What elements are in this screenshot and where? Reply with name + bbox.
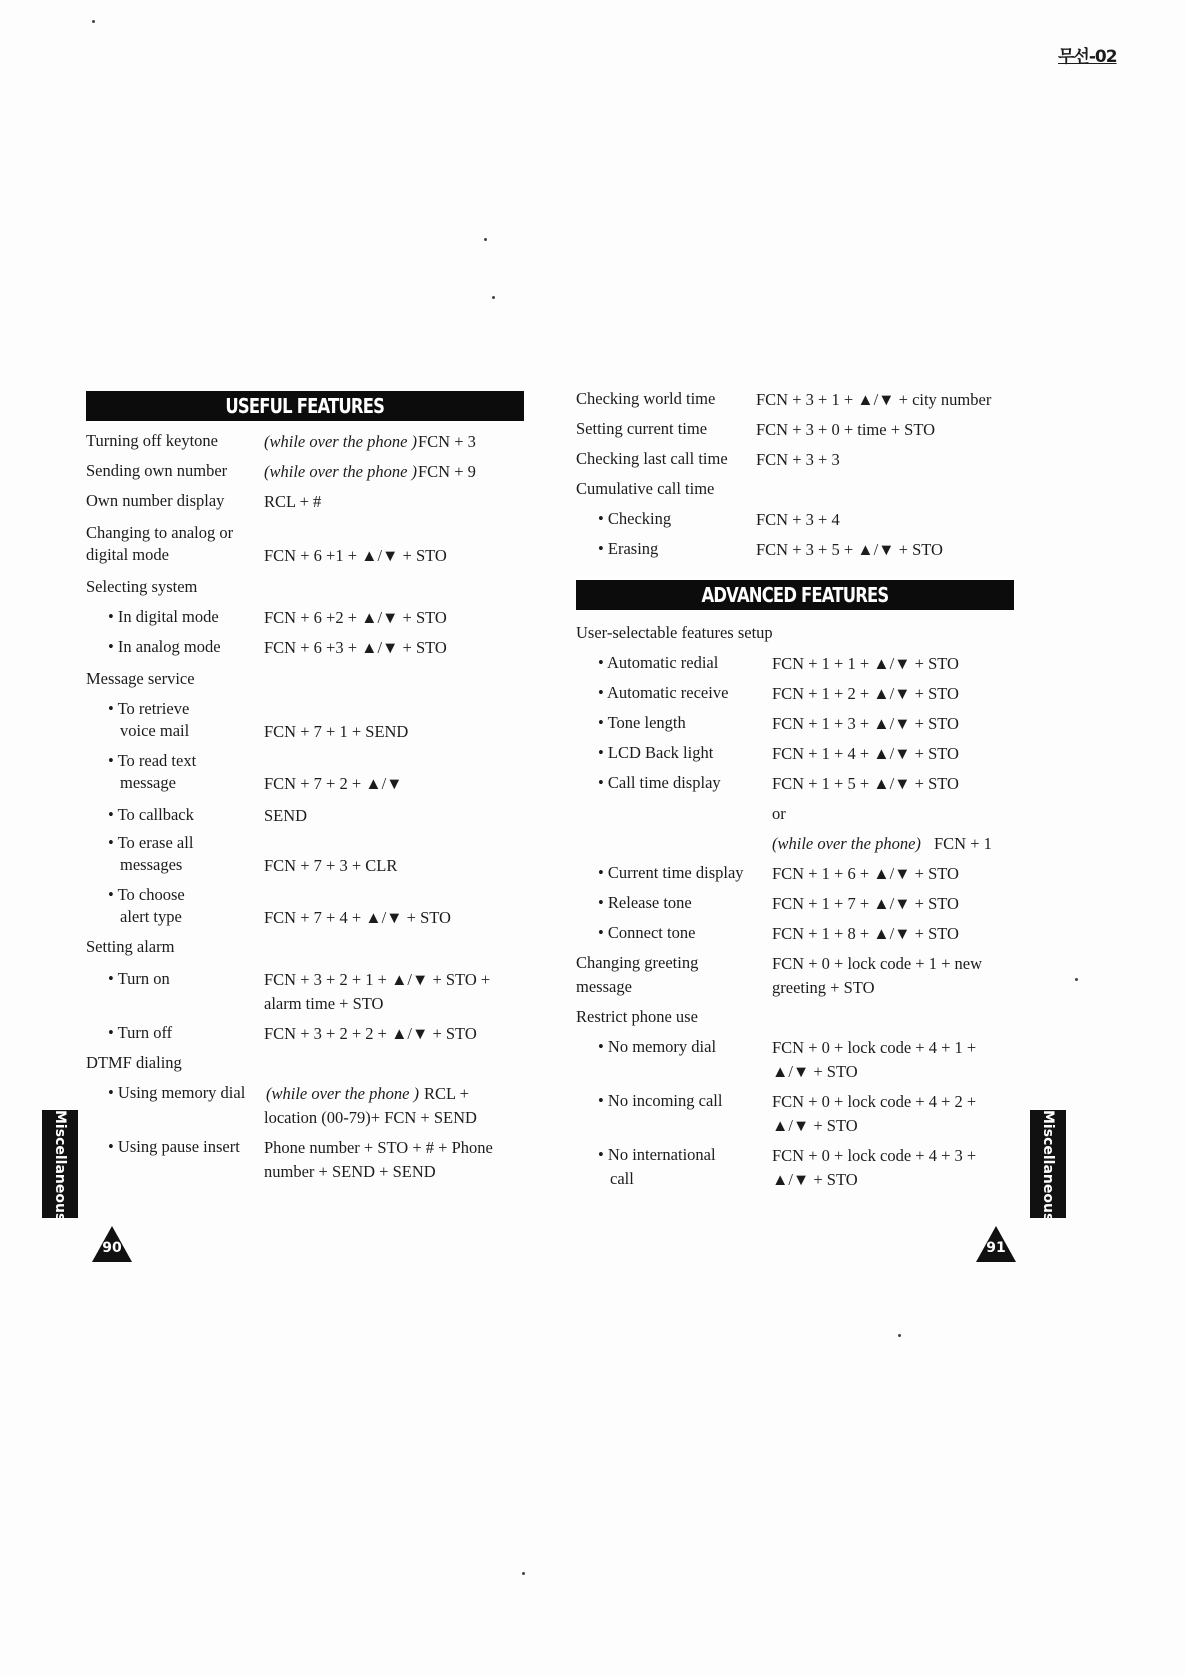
feature-label: • Call time display	[598, 773, 721, 792]
feature-key-sequence: SEND	[264, 806, 308, 825]
feature-row	[576, 772, 1016, 796]
feature-label: User-selectable features setup	[576, 623, 773, 642]
feature-row	[576, 802, 1016, 826]
feature-key-sequence: FCN + 0 + lock code + 1 + new	[772, 954, 982, 973]
feature-row	[576, 832, 1016, 856]
feature-label: digital mode	[86, 545, 169, 564]
feature-key-sequence: FCN + 1 + 4 + ▲/▼ + STO	[772, 744, 959, 763]
feature-label: • Using pause insert	[108, 1137, 240, 1156]
speck	[1075, 978, 1078, 981]
feature-label: message	[576, 977, 632, 996]
feature-key-sequence: FCN + 3 + 4	[756, 510, 840, 529]
useful-features-title: USEFUL FEATURES	[225, 394, 385, 418]
feature-label: messages	[120, 855, 183, 874]
feature-key-sequence: FCN + 3 + 0 + time + STO	[756, 420, 936, 439]
feature-key-sequence: or	[772, 804, 786, 823]
feature-label: • LCD Back light	[598, 743, 714, 762]
feature-row	[86, 1136, 526, 1160]
page-number-right-text: 91	[986, 1240, 1006, 1256]
feature-key-sequence: ▲/▼ + STO	[772, 1116, 858, 1135]
feature-key-sequence: greeting + STO	[772, 978, 875, 997]
feature-row	[576, 862, 1016, 886]
feature-label: Cumulative call time	[576, 479, 715, 498]
feature-row	[576, 508, 1016, 532]
feature-row	[86, 606, 526, 630]
feature-key-sequence: FCN + 3 + 2 + 1 + ▲/▼ + STO +	[264, 970, 491, 989]
feature-label: • Tone length	[598, 713, 686, 732]
page-number-right	[976, 1226, 1016, 1262]
feature-key-sequence: FCN + 0 + lock code + 4 + 3 +	[772, 1146, 977, 1165]
speck	[492, 296, 495, 299]
feature-row	[86, 804, 526, 828]
feature-row	[86, 968, 526, 992]
feature-label: • Automatic receive	[598, 683, 729, 702]
feature-key-sequence: FCN + 1 + 7 + ▲/▼ + STO	[772, 894, 959, 913]
feature-key-sequence: FCN + 0 + lock code + 4 + 2 +	[772, 1092, 977, 1111]
feature-key-sequence: FCN + 6 +3 + ▲/▼ + STO	[264, 638, 447, 657]
feature-key-sequence: RCL +	[424, 1084, 469, 1103]
side-tab-right: Miscellaneous	[1030, 1110, 1066, 1218]
feature-row	[576, 742, 1016, 766]
feature-key-sequence: FCN + 3 + 5 + ▲/▼ + STO	[756, 540, 943, 559]
feature-row	[86, 1052, 526, 1076]
feature-label: • Using memory dial	[108, 1083, 246, 1102]
feature-label: • To choose	[108, 885, 185, 904]
feature-key-sequence: FCN + 6 +2 + ▲/▼ + STO	[264, 608, 447, 627]
feature-row	[576, 538, 1016, 562]
feature-row	[86, 906, 526, 930]
feature-row	[86, 750, 526, 774]
feature-label: Checking last call time	[576, 449, 728, 468]
speck	[522, 1572, 525, 1575]
feature-key-sequence: FCN + 6 +1 + ▲/▼ + STO	[264, 546, 447, 565]
feature-context: (while over the phone )	[264, 432, 418, 451]
feature-label: Turning off keytone	[86, 431, 218, 450]
feature-row	[86, 1106, 526, 1130]
feature-label: • Release tone	[598, 893, 692, 912]
feature-row	[86, 490, 526, 514]
feature-row	[576, 652, 1016, 676]
feature-row	[576, 1036, 1016, 1060]
feature-row	[86, 1160, 526, 1184]
advanced-features-title: ADVANCED FEATURES	[701, 583, 889, 607]
speck	[898, 1334, 901, 1337]
feature-row	[86, 460, 526, 484]
feature-key-sequence: FCN + 7 + 4 + ▲/▼ + STO	[264, 908, 451, 927]
feature-context: (while over the phone)	[772, 834, 921, 853]
feature-row	[576, 976, 1016, 1000]
feature-row	[576, 622, 1016, 646]
feature-label: Sending own number	[86, 461, 228, 480]
feature-row	[576, 448, 1016, 472]
feature-key-sequence: FCN + 1 + 2 + ▲/▼ + STO	[772, 684, 959, 703]
feature-key-sequence: FCN + 1 + 8 + ▲/▼ + STO	[772, 924, 959, 943]
feature-row	[86, 854, 526, 878]
feature-label: DTMF dialing	[86, 1053, 182, 1072]
time-features-list	[576, 388, 1016, 568]
feature-key-sequence: FCN + 0 + lock code + 4 + 1 +	[772, 1038, 977, 1057]
feature-label: voice mail	[120, 721, 190, 740]
feature-row	[86, 1082, 526, 1106]
useful-features-header	[86, 391, 524, 421]
feature-row	[86, 430, 526, 454]
feature-label: • To retrieve	[108, 699, 190, 718]
feature-row	[86, 936, 526, 960]
feature-row	[86, 544, 526, 568]
feature-row	[86, 698, 526, 722]
feature-row	[576, 1168, 1016, 1192]
feature-key-sequence: ▲/▼ + STO	[772, 1062, 858, 1081]
speck	[92, 20, 95, 23]
feature-label: • No international	[598, 1145, 716, 1164]
feature-row	[576, 1006, 1016, 1030]
feature-key-sequence: FCN + 1 + 5 + ▲/▼ + STO	[772, 774, 959, 793]
feature-row	[86, 1022, 526, 1046]
feature-key-sequence: number + SEND + SEND	[264, 1162, 436, 1181]
feature-label: call	[610, 1169, 634, 1188]
feature-label: Changing greeting	[576, 953, 699, 972]
feature-key-sequence: FCN + 1 + 3 + ▲/▼ + STO	[772, 714, 959, 733]
page-number-left	[92, 1226, 132, 1262]
feature-label: • Erasing	[598, 539, 659, 558]
feature-key-sequence: FCN + 9	[418, 462, 476, 481]
feature-key-sequence: alarm time + STO	[264, 994, 384, 1013]
feature-row	[576, 682, 1016, 706]
feature-row	[86, 576, 526, 600]
feature-row	[576, 952, 1016, 976]
feature-row	[576, 418, 1016, 442]
feature-key-sequence: FCN + 3 + 1 + ▲/▼ + city number	[756, 390, 992, 409]
feature-label: • No memory dial	[598, 1037, 717, 1056]
useful-features-list	[86, 430, 526, 1190]
feature-label: • In analog mode	[108, 637, 221, 656]
feature-key-sequence: FCN + 1	[934, 834, 992, 853]
side-tab-left: Miscellaneous	[42, 1110, 78, 1218]
feature-label: • To read text	[108, 751, 197, 770]
advanced-features-header	[576, 580, 1014, 610]
feature-key-sequence: Phone number + STO + # + Phone	[264, 1138, 493, 1157]
feature-row	[86, 720, 526, 744]
feature-label: Changing to analog or	[86, 523, 234, 542]
feature-row	[86, 668, 526, 692]
feature-key-sequence: FCN + 7 + 3 + CLR	[264, 856, 398, 875]
feature-label: Checking world time	[576, 389, 716, 408]
feature-key-sequence: FCN + 7 + 1 + SEND	[264, 722, 409, 741]
feature-row	[86, 992, 526, 1016]
feature-key-sequence: location (00-79)+ FCN + SEND	[264, 1108, 477, 1127]
page-number-left-text: 90	[102, 1240, 122, 1256]
feature-key-sequence: FCN + 3	[418, 432, 476, 451]
feature-label: • Current time display	[598, 863, 744, 882]
feature-label: Message service	[86, 669, 195, 688]
feature-row	[576, 1090, 1016, 1114]
feature-key-sequence: FCN + 1 + 6 + ▲/▼ + STO	[772, 864, 959, 883]
feature-label: Setting alarm	[86, 937, 175, 956]
feature-row	[576, 712, 1016, 736]
feature-row	[576, 1114, 1016, 1138]
feature-key-sequence: FCN + 3 + 2 + 2 + ▲/▼ + STO	[264, 1024, 477, 1043]
feature-row	[86, 522, 526, 546]
feature-label: • Turn off	[108, 1023, 173, 1042]
feature-row	[576, 1060, 1016, 1084]
feature-label: Own number display	[86, 491, 225, 510]
feature-key-sequence: FCN + 7 + 2 + ▲/▼	[264, 774, 403, 793]
feature-row	[86, 832, 526, 856]
feature-context: (while over the phone )	[264, 462, 418, 481]
speck	[484, 238, 487, 241]
feature-row	[86, 636, 526, 660]
feature-row	[576, 922, 1016, 946]
feature-label: Setting current time	[576, 419, 708, 438]
feature-label: • To erase all	[108, 833, 194, 852]
feature-row	[576, 1144, 1016, 1168]
advanced-features-list	[576, 622, 1016, 1192]
feature-row	[576, 388, 1016, 412]
feature-label: alert type	[120, 907, 182, 926]
feature-label: • No incoming call	[598, 1091, 723, 1110]
feature-label: Selecting system	[86, 577, 198, 596]
feature-label: message	[120, 773, 176, 792]
feature-row	[576, 892, 1016, 916]
feature-label: • Connect tone	[598, 923, 696, 942]
feature-row	[86, 884, 526, 908]
feature-key-sequence: RCL + #	[264, 492, 322, 511]
feature-key-sequence: FCN + 3 + 3	[756, 450, 840, 469]
feature-label: • Automatic redial	[598, 653, 719, 672]
feature-label: Restrict phone use	[576, 1007, 698, 1026]
feature-key-sequence: ▲/▼ + STO	[772, 1170, 858, 1189]
feature-row	[86, 772, 526, 796]
feature-label: • Turn on	[108, 969, 170, 988]
feature-key-sequence: FCN + 1 + 1 + ▲/▼ + STO	[772, 654, 959, 673]
feature-label: • To callback	[108, 805, 194, 824]
feature-row	[576, 478, 1016, 502]
feature-label: • In digital mode	[108, 607, 219, 626]
feature-label: • Checking	[598, 509, 672, 528]
corner-code: 무선-02	[1058, 47, 1117, 67]
feature-context: (while over the phone )	[266, 1084, 420, 1103]
